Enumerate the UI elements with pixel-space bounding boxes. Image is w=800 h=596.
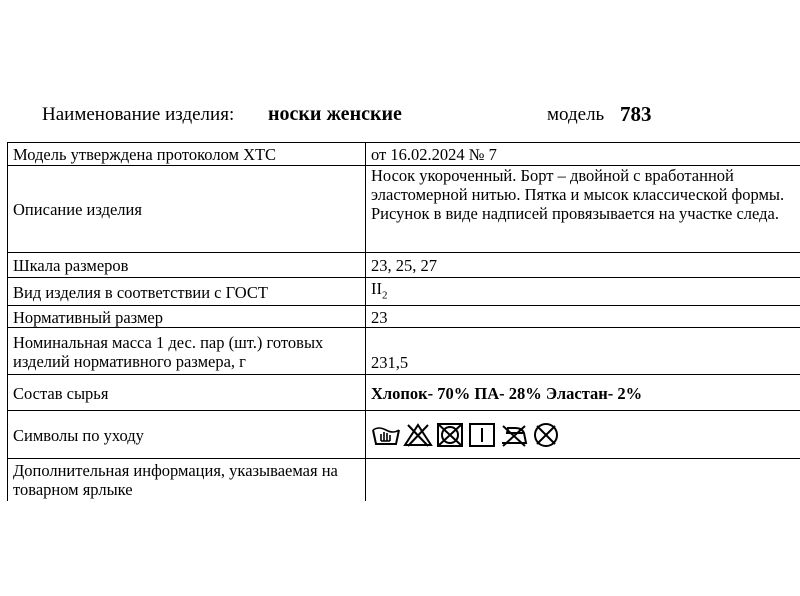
row-label: Номинальная масса 1 дес. пар (шт.) готовых изделий нормативного размера, г: [8, 328, 366, 375]
model-label: модель: [547, 104, 605, 125]
table-row: [8, 253, 800, 278]
table-row: [8, 166, 800, 253]
row-label: Описание изделия: [8, 166, 366, 253]
row-value: 23: [366, 306, 800, 328]
hand-wash-icon: [371, 422, 401, 448]
row-label: Нормативный размер: [8, 306, 366, 328]
care-symbols-list: [371, 422, 561, 448]
gost-type: II: [371, 279, 382, 298]
do-not-dry-clean-icon: [531, 422, 561, 448]
table-row: [8, 411, 800, 459]
table-row: [8, 143, 800, 166]
do-not-iron-icon: [499, 422, 529, 448]
row-value: от 16.02.2024 № 7: [366, 143, 800, 166]
gost-type-subscript: 2: [382, 289, 388, 302]
table-row: [8, 278, 800, 306]
row-label: Шкала размеров: [8, 253, 366, 278]
row-label: Вид изделия в соответствии с ГОСТ: [8, 278, 366, 306]
table-row: [8, 328, 800, 375]
row-value: [366, 278, 800, 306]
model-value: 783: [620, 102, 652, 126]
product-name: носки женские: [268, 103, 402, 125]
page-blank-area: [0, 501, 800, 596]
document-heading: [42, 102, 782, 130]
specification-table: [7, 142, 800, 509]
row-value: Хлопок- 70% ПА- 28% Эластан- 2%: [366, 375, 800, 411]
table-row: [8, 375, 800, 411]
row-value: 23, 25, 27: [366, 253, 800, 278]
care-symbols: [366, 411, 800, 459]
table-row: [8, 306, 800, 328]
row-value: Носок укороченный. Борт – двойной с вработанной эластомерной нитью. Пятка и мысок классической формы. Рисунок в виде надписей провязывается на участке следа.: [366, 166, 800, 253]
do-not-tumble-dry-icon: [435, 422, 465, 448]
row-label: Дополнительная информация, указываемая на товарном ярлыке: [8, 459, 366, 509]
product-label: Наименование изделия:: [42, 104, 235, 125]
row-label: Состав сырья: [8, 375, 366, 411]
row-value: 231,5: [366, 328, 800, 375]
row-label: Символы по уходу: [8, 411, 366, 459]
line-dry-icon: [467, 422, 497, 448]
do-not-bleach-icon: [403, 422, 433, 448]
row-label: Модель утверждена протоколом ХТС: [8, 143, 366, 166]
